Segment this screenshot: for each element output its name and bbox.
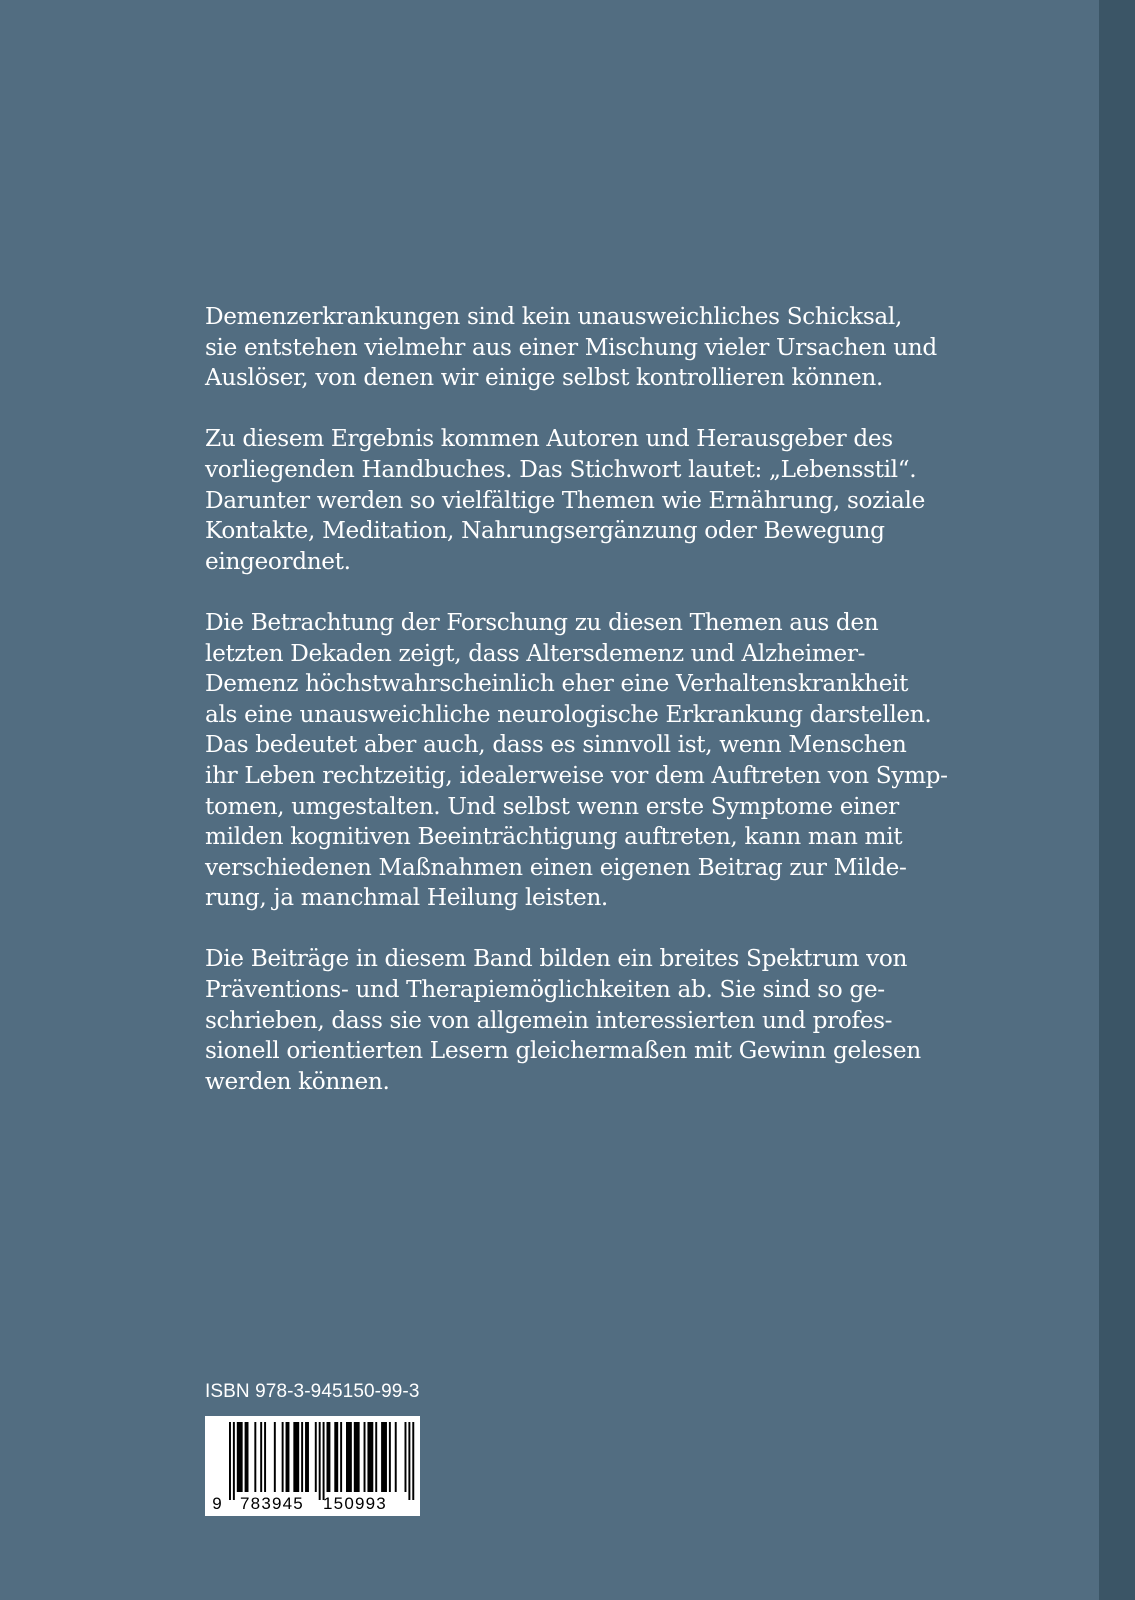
barcode-bar xyxy=(375,1422,377,1492)
blurb-line: Die Betrachtung der Forschung zu diesen Themen aus den xyxy=(205,608,879,636)
barcode-bar xyxy=(282,1422,284,1492)
barcode-bar xyxy=(319,1422,321,1500)
barcode-bar xyxy=(293,1422,299,1492)
blurb-line: letzten Dekaden zeigt, dass Altersdemenz und Alzheimer- xyxy=(205,639,866,667)
blurb-line: tomen, umgestalten. Und selbst wenn erste Symptome einer xyxy=(205,792,899,820)
barcode-bar xyxy=(305,1422,309,1492)
blurb-paragraph xyxy=(205,944,921,1097)
blurb-line: Kontakte, Meditation, Nahrungsergänzung oder Bewegung xyxy=(205,517,885,545)
blurb-line: als eine unausweichliche neurologische Erkrankung darstellen. xyxy=(205,700,932,728)
blurb-line: sie entstehen vielmehr aus einer Mischung vieler Ursachen und xyxy=(205,333,937,361)
barcode-bar xyxy=(346,1422,352,1492)
isbn-label: ISBN 978-3-945150-99-3 xyxy=(205,1381,420,1402)
barcode-bar xyxy=(354,1422,360,1492)
barcode-bar xyxy=(260,1422,262,1492)
blurb-line: ihr Leben rechtzeitig, idealerweise vor dem Auftreten von Symp- xyxy=(205,761,948,789)
barcode-graphic xyxy=(205,1416,420,1516)
barcode-bars xyxy=(229,1422,414,1500)
barcode-bar xyxy=(245,1422,249,1492)
barcode-bar xyxy=(254,1422,256,1492)
barcode-bar xyxy=(381,1422,387,1492)
blurb-line: Demenzerkrankungen sind kein unausweichliches Schicksal, xyxy=(205,303,902,330)
barcode-bar xyxy=(340,1422,342,1492)
blurb-text xyxy=(205,302,948,1128)
barcode-bar xyxy=(405,1422,407,1492)
barcode-right-digits: 150993 xyxy=(323,1494,387,1513)
barcode-bar xyxy=(286,1422,290,1492)
barcode-bar xyxy=(395,1422,397,1492)
blurb-line: eingeordnet. xyxy=(205,547,351,575)
barcode-bar xyxy=(274,1422,276,1492)
blurb-paragraph xyxy=(205,608,948,914)
barcode-left-digits: 783945 xyxy=(240,1494,304,1513)
barcode-bar xyxy=(233,1422,235,1500)
barcode-bar xyxy=(327,1422,331,1492)
blurb-line: milden kognitiven Beeinträchtigung auftreten, kann man mit xyxy=(205,823,903,851)
barcode-bar xyxy=(367,1422,373,1492)
blurb-line: Zu diesem Ergebnis kommen Autoren und Herausgeber des xyxy=(205,425,893,453)
barcode-bar xyxy=(334,1422,338,1492)
barcode-bar xyxy=(315,1422,317,1492)
blurb-paragraph xyxy=(205,424,925,577)
blurb-line: Das bedeutet aber auch, dass es sinnvoll ist, wenn Menschen xyxy=(205,731,907,759)
barcode-bar xyxy=(237,1422,243,1492)
blurb-line: verschiedenen Maßnahmen einen eigenen Beitrag zur Milde- xyxy=(205,853,907,881)
blurb-line: werden können. xyxy=(205,1067,390,1095)
blurb-line: Auslöser, von denen wir einige selbst kontrollieren können. xyxy=(205,364,883,392)
blurb-line: sionell orientierten Lesern gleichermaßen mit Gewinn gelesen xyxy=(205,1037,921,1065)
barcode-bar xyxy=(229,1422,231,1500)
barcode-bar xyxy=(389,1422,391,1492)
blurb-line: Demenz höchstwahrscheinlich eher eine Verhaltenskrankheit xyxy=(205,670,909,698)
barcode-bar xyxy=(364,1422,366,1492)
barcode-bar xyxy=(408,1422,410,1500)
blurb-paragraph xyxy=(205,302,937,394)
blurb-line: Präventions- und Therapiemöglichkeiten ab. Sie sind so ge- xyxy=(205,976,885,1004)
barcode-bar xyxy=(264,1422,266,1492)
barcode-bar xyxy=(301,1422,303,1492)
blurb-line: schrieben, dass sie von allgemein interessierten und profes- xyxy=(205,1006,893,1034)
blurb-line: Die Beiträge in diesem Band bilden ein breites Spektrum von xyxy=(205,945,908,973)
blurb-line: rung, ja manchmal Heilung leisten. xyxy=(205,884,608,912)
barcode-lead-digit: 9 xyxy=(212,1494,222,1513)
blurb-line: vorliegenden Handbuches. Das Stichwort lautet: „Lebensstil“. xyxy=(205,455,917,483)
blurb-line: Darunter werden so vielfältige Themen wie Ernährung, soziale xyxy=(205,486,925,514)
barcode-bar xyxy=(323,1422,325,1500)
barcode-bar xyxy=(412,1422,414,1500)
barcode xyxy=(205,1416,420,1516)
spine-strip xyxy=(1099,0,1135,1600)
